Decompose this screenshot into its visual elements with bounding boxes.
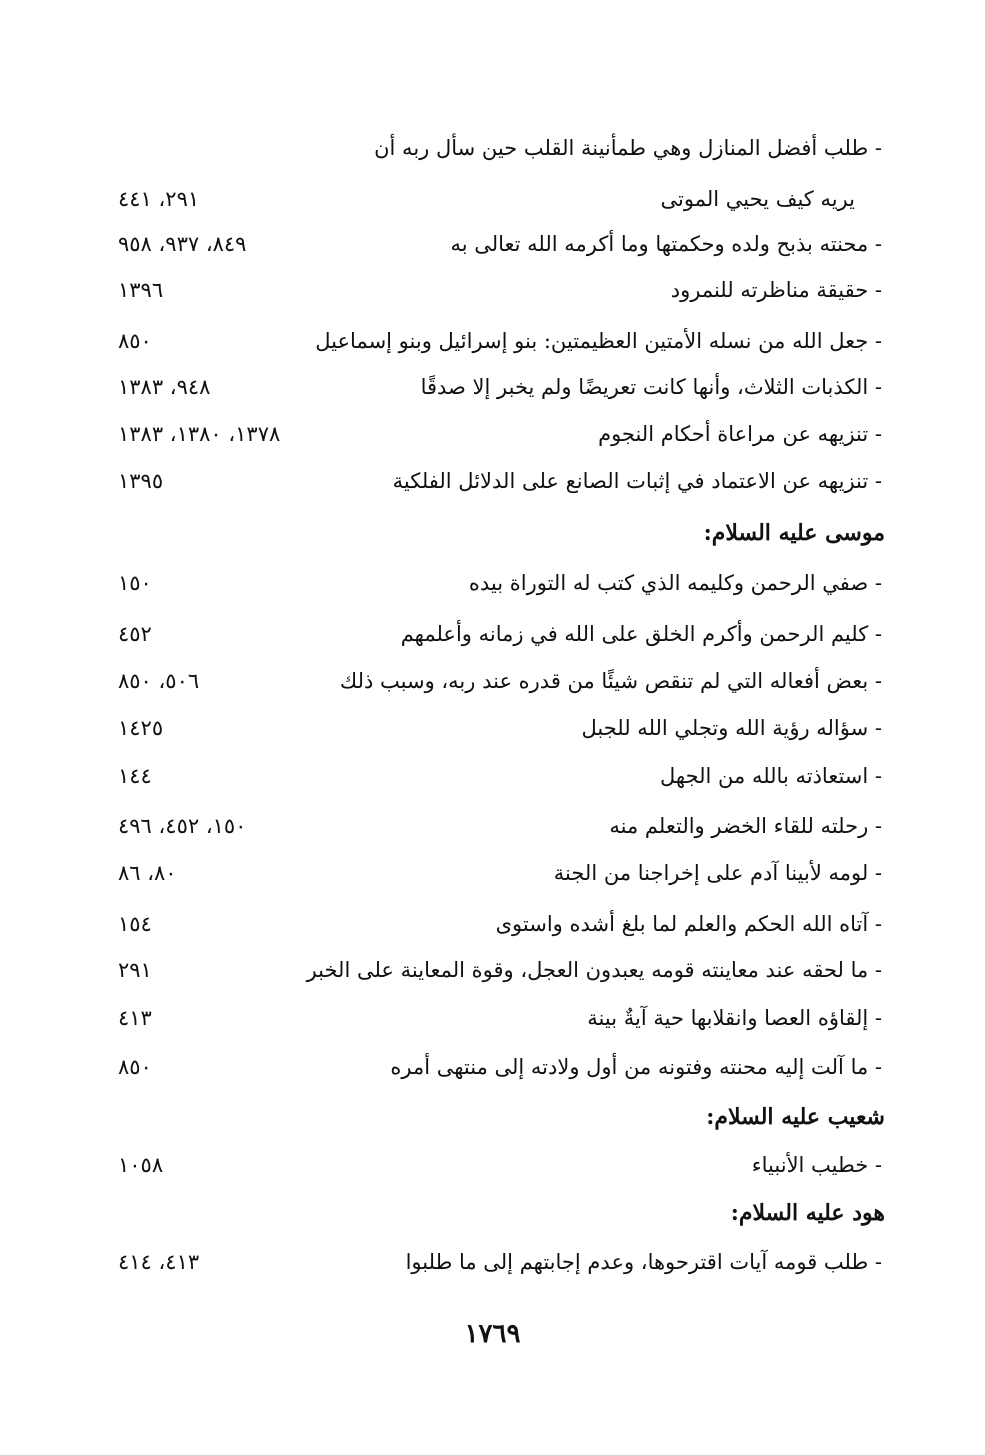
index-entry — [0, 853, 985, 893]
entry-text: يريه كيف يحيي الموتى — [660, 187, 855, 211]
entry-pages: ٢٩١ — [118, 958, 152, 982]
entry-text: - طلب قومه آيات اقترحوها، وعدم إجابتهم إلى ما طلبوا — [405, 1250, 882, 1274]
entry-text: - خطيب الأنبياء — [751, 1153, 882, 1177]
entry-text: - ما لحقه عند معاينته قومه يعبدون العجل، وقوة المعاينة على الخبر — [306, 958, 882, 982]
section-heading: هود عليه السلام: — [730, 1200, 885, 1226]
entry-pages: ٥٠٦، ٨٥٠ — [118, 669, 200, 693]
entry-pages: ١٣٩٦ — [118, 278, 164, 302]
index-entry — [0, 321, 985, 361]
entry-text: - إلقاؤه العصا وانقلابها حية آيةٌ بينة — [587, 1006, 882, 1030]
index-entry — [0, 1242, 985, 1282]
entry-pages: ٤٥٢ — [118, 622, 152, 646]
index-entry — [0, 414, 985, 454]
entry-text: - استعاذته بالله من الجهل — [659, 764, 882, 788]
entry-text: - بعض أفعاله التي لم تنقص شيئًا من قدره عند ربه، وسبب ذلك — [339, 669, 882, 693]
index-entry — [0, 563, 985, 603]
entry-text: - رحلته للقاء الخضر والتعلم منه — [609, 814, 882, 838]
index-entry — [0, 708, 985, 748]
index-entry — [0, 998, 985, 1038]
entry-pages: ٨٤٩، ٩٣٧، ٩٥٨ — [118, 232, 247, 256]
entry-text: - كليم الرحمن وأكرم الخلق على الله في زمانه وأعلمهم — [400, 622, 882, 646]
entry-text: - الكذبات الثلاث، وأنها كانت تعريضًا ولم يخبر إلا صدقًا — [420, 375, 882, 399]
index-entry — [0, 614, 985, 654]
entry-text: - ما آلت إليه محنته وفتونه من أول ولادته إلى منتهى أمره — [390, 1055, 882, 1079]
entry-text: - محنته بذبح ولده وحكمتها وما أكرمه الله تعالى به — [450, 232, 882, 256]
entry-pages: ١٤٤ — [118, 764, 152, 788]
index-entry — [0, 806, 985, 846]
index-entry — [0, 756, 985, 796]
entry-pages: ١٣٩٥ — [118, 469, 164, 493]
index-entry — [0, 224, 985, 264]
entry-pages: ٨٥٠ — [118, 329, 152, 353]
entry-text: - حقيقة مناظرته للنمرود — [670, 278, 882, 302]
entry-pages: ١٤٢٥ — [118, 716, 164, 740]
index-entry — [0, 661, 985, 701]
entry-pages: ٩٤٨، ١٣٨٣ — [118, 375, 211, 399]
entry-pages: ١٥٠، ٤٥٢، ٤٩٦ — [118, 814, 247, 838]
index-entry — [0, 128, 985, 168]
entry-text: - صفي الرحمن وكليمه الذي كتب له التوراة بيده — [468, 571, 882, 595]
entry-text: - تنزيهه عن مراعاة أحكام النجوم — [598, 422, 882, 446]
entry-pages: ٤١٣، ٤١٤ — [118, 1250, 200, 1274]
index-entry — [0, 950, 985, 990]
index-entry — [0, 1047, 985, 1087]
entry-pages: ٤١٣ — [118, 1006, 152, 1030]
index-entry — [0, 179, 985, 219]
section-heading: موسى عليه السلام: — [703, 520, 885, 546]
entry-pages: ٨٠، ٨٦ — [118, 861, 177, 885]
section-heading: شعيب عليه السلام: — [706, 1104, 885, 1130]
entry-text: - تنزيهه عن الاعتماد في إثبات الصانع على الدلائل الفلكية — [392, 469, 882, 493]
entry-pages: ٢٩١، ٤٤١ — [118, 187, 200, 211]
entry-pages: ٨٥٠ — [118, 1055, 152, 1079]
index-entry — [0, 1145, 985, 1185]
index-entry — [0, 270, 985, 310]
index-entry — [0, 461, 985, 501]
page-number: ١٧٦٩ — [464, 1319, 521, 1349]
entry-pages: ١٥٠ — [118, 571, 152, 595]
entry-pages: ١٠٥٨ — [118, 1153, 164, 1177]
index-entry — [0, 904, 985, 944]
index-entry — [0, 367, 985, 407]
entry-text: - آتاه الله الحكم والعلم لما بلغ أشده واستوى — [495, 912, 882, 936]
entry-text: - جعل الله من نسله الأمتين العظيمتين: بنو إسرائيل وبنو إسماعيل — [315, 329, 882, 353]
entry-pages: ١٣٧٨، ١٣٨٠، ١٣٨٣ — [118, 422, 281, 446]
entry-text: - طلب أفضل المنازل وهي طمأنينة القلب حين سأل ربه أن — [374, 136, 882, 160]
entry-text: - لومه لأبينا آدم على إخراجنا من الجنة — [553, 861, 882, 885]
entry-pages: ١٥٤ — [118, 912, 152, 936]
entry-text: - سؤاله رؤية الله وتجلي الله للجبل — [581, 716, 882, 740]
